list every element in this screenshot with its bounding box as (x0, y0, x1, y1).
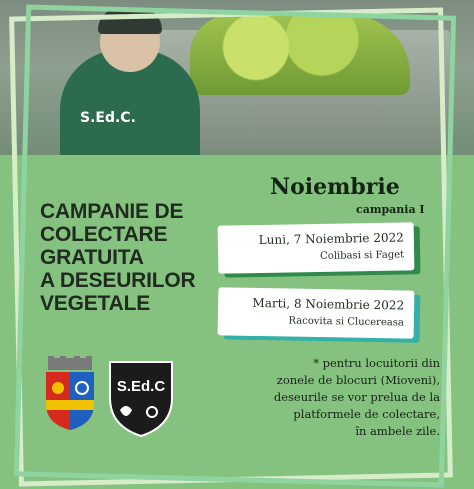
footnote: * pentru locuitorii din zonele de blocuri (Mioveni), deseurile se vor prelua de la platformele de colectare, în ambele zile. (273, 356, 440, 438)
event-card (218, 222, 415, 273)
event-location: Colibasi si Faget (320, 249, 405, 262)
event-date: Luni, 7 Noiembrie 2022 (258, 230, 404, 247)
event-location: Racovita si Clucereasa (288, 315, 404, 329)
coat-of-arms-icon (42, 356, 98, 432)
event-card (218, 287, 415, 338)
event-date: Marti, 8 Noiembrie 2022 (252, 295, 405, 313)
campaign-title: CAMPANIE DE COLECTARE GRATUITA A DESEURILOR VEGETALE (40, 200, 196, 315)
month-heading: Noiembrie (270, 174, 400, 200)
campaign-label: campania I (356, 203, 425, 216)
vest-logo-text: S.Ed.C. (80, 110, 136, 126)
sedc-logo (106, 358, 176, 438)
sedc-logo-text: S.Ed.C (116, 378, 166, 395)
